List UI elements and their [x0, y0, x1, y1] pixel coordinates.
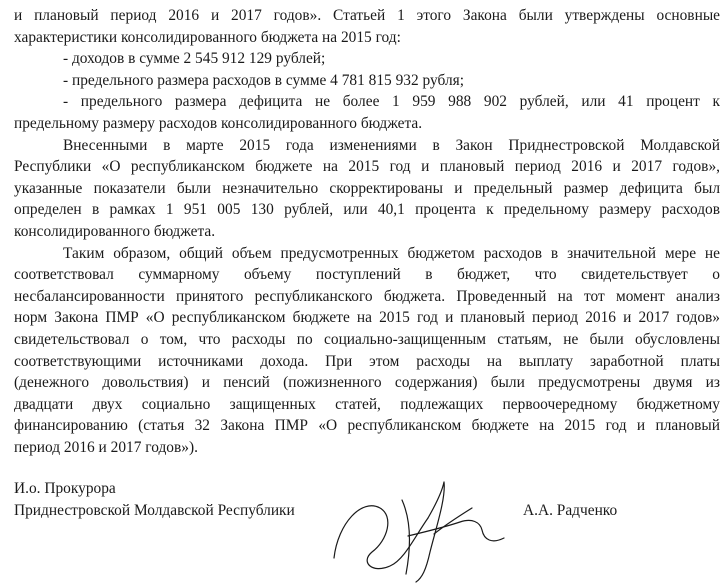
text-line: финансированию (статья 32 Закона ПМР «О республиканском бюджете на 2015 год и плановый [14, 417, 720, 435]
list-item-income: - доходов в сумме 2 545 912 129 рублей; [63, 50, 326, 68]
document-body [14, 5, 720, 458]
text-line: консолидированного бюджета. [14, 222, 216, 240]
signatory-title [14, 478, 295, 522]
text-line: несбалансированности принятого республиканского бюджета. Проведенный на тот момент анализ [14, 287, 720, 305]
text-line: свидетельствовал о том, что расходы по социально-защищенным статьям, не были обусловлены [14, 330, 720, 348]
text-line: двадцати двух социально защищенных статей, подлежащих первоочередному бюджетному [14, 395, 720, 413]
text-line: и плановый период 2016 и 2017 годов». Статьей 1 этого Закона были утверждены основные [14, 7, 720, 24]
paragraph-start: Таким образом, общий объем предусмотренных бюджетом расходов в значительной мере не [63, 244, 720, 262]
signatory-name: А.А. Радченко [523, 502, 618, 519]
text-line: период 2016 и 2017 годов»). [14, 438, 198, 456]
signatory-title-line: Приднестровской Молдавской Республики [14, 502, 295, 519]
text-line: определен в рамках 1 951 005 130 рублей, или 40,1 процента к предельному размеру расходов [14, 201, 720, 219]
text-line: норм Закона ПМР «О республиканском бюджете на 2015 год и плановый период 2016 и 2017 годов» [14, 309, 720, 327]
signatory-title-line: И.о. Прокурора [14, 480, 116, 497]
handwritten-signature [332, 478, 514, 584]
list-item-deficit: - предельного размера дефицита не более 1 959 988 902 рублей, или 41 процент к [63, 93, 720, 111]
text-line: указанные показатели были незначительно скорректированы и предельный размер дефицита был [14, 179, 720, 197]
paragraph-start: Внесенными в марте 2015 года изменениями в Закон Приднестровской Молдавской [63, 136, 720, 154]
text-line: Республики «О республиканском бюджете на 2015 год и плановый период 2016 и 2017 годов», [14, 158, 720, 176]
text-line: (денежного довольствия) и пенсий (пожизненного содержания) были предусмотрены двумя из [14, 374, 720, 392]
text-line: соответствующими источниками дохода. При этом расходы на выплату заработной платы [14, 352, 720, 370]
text-line: предельному размеру расходов консолидированного бюджета. [14, 114, 423, 132]
list-item-expenses: - предельного размера расходов в сумме 4 781 815 932 рубля; [63, 71, 464, 89]
text-line: характеристики консолидированного бюджета на 2015 год: [14, 28, 401, 46]
text-line: соответствовал суммарному объему поступлений в бюджет, что свидетельствует о [14, 266, 720, 284]
